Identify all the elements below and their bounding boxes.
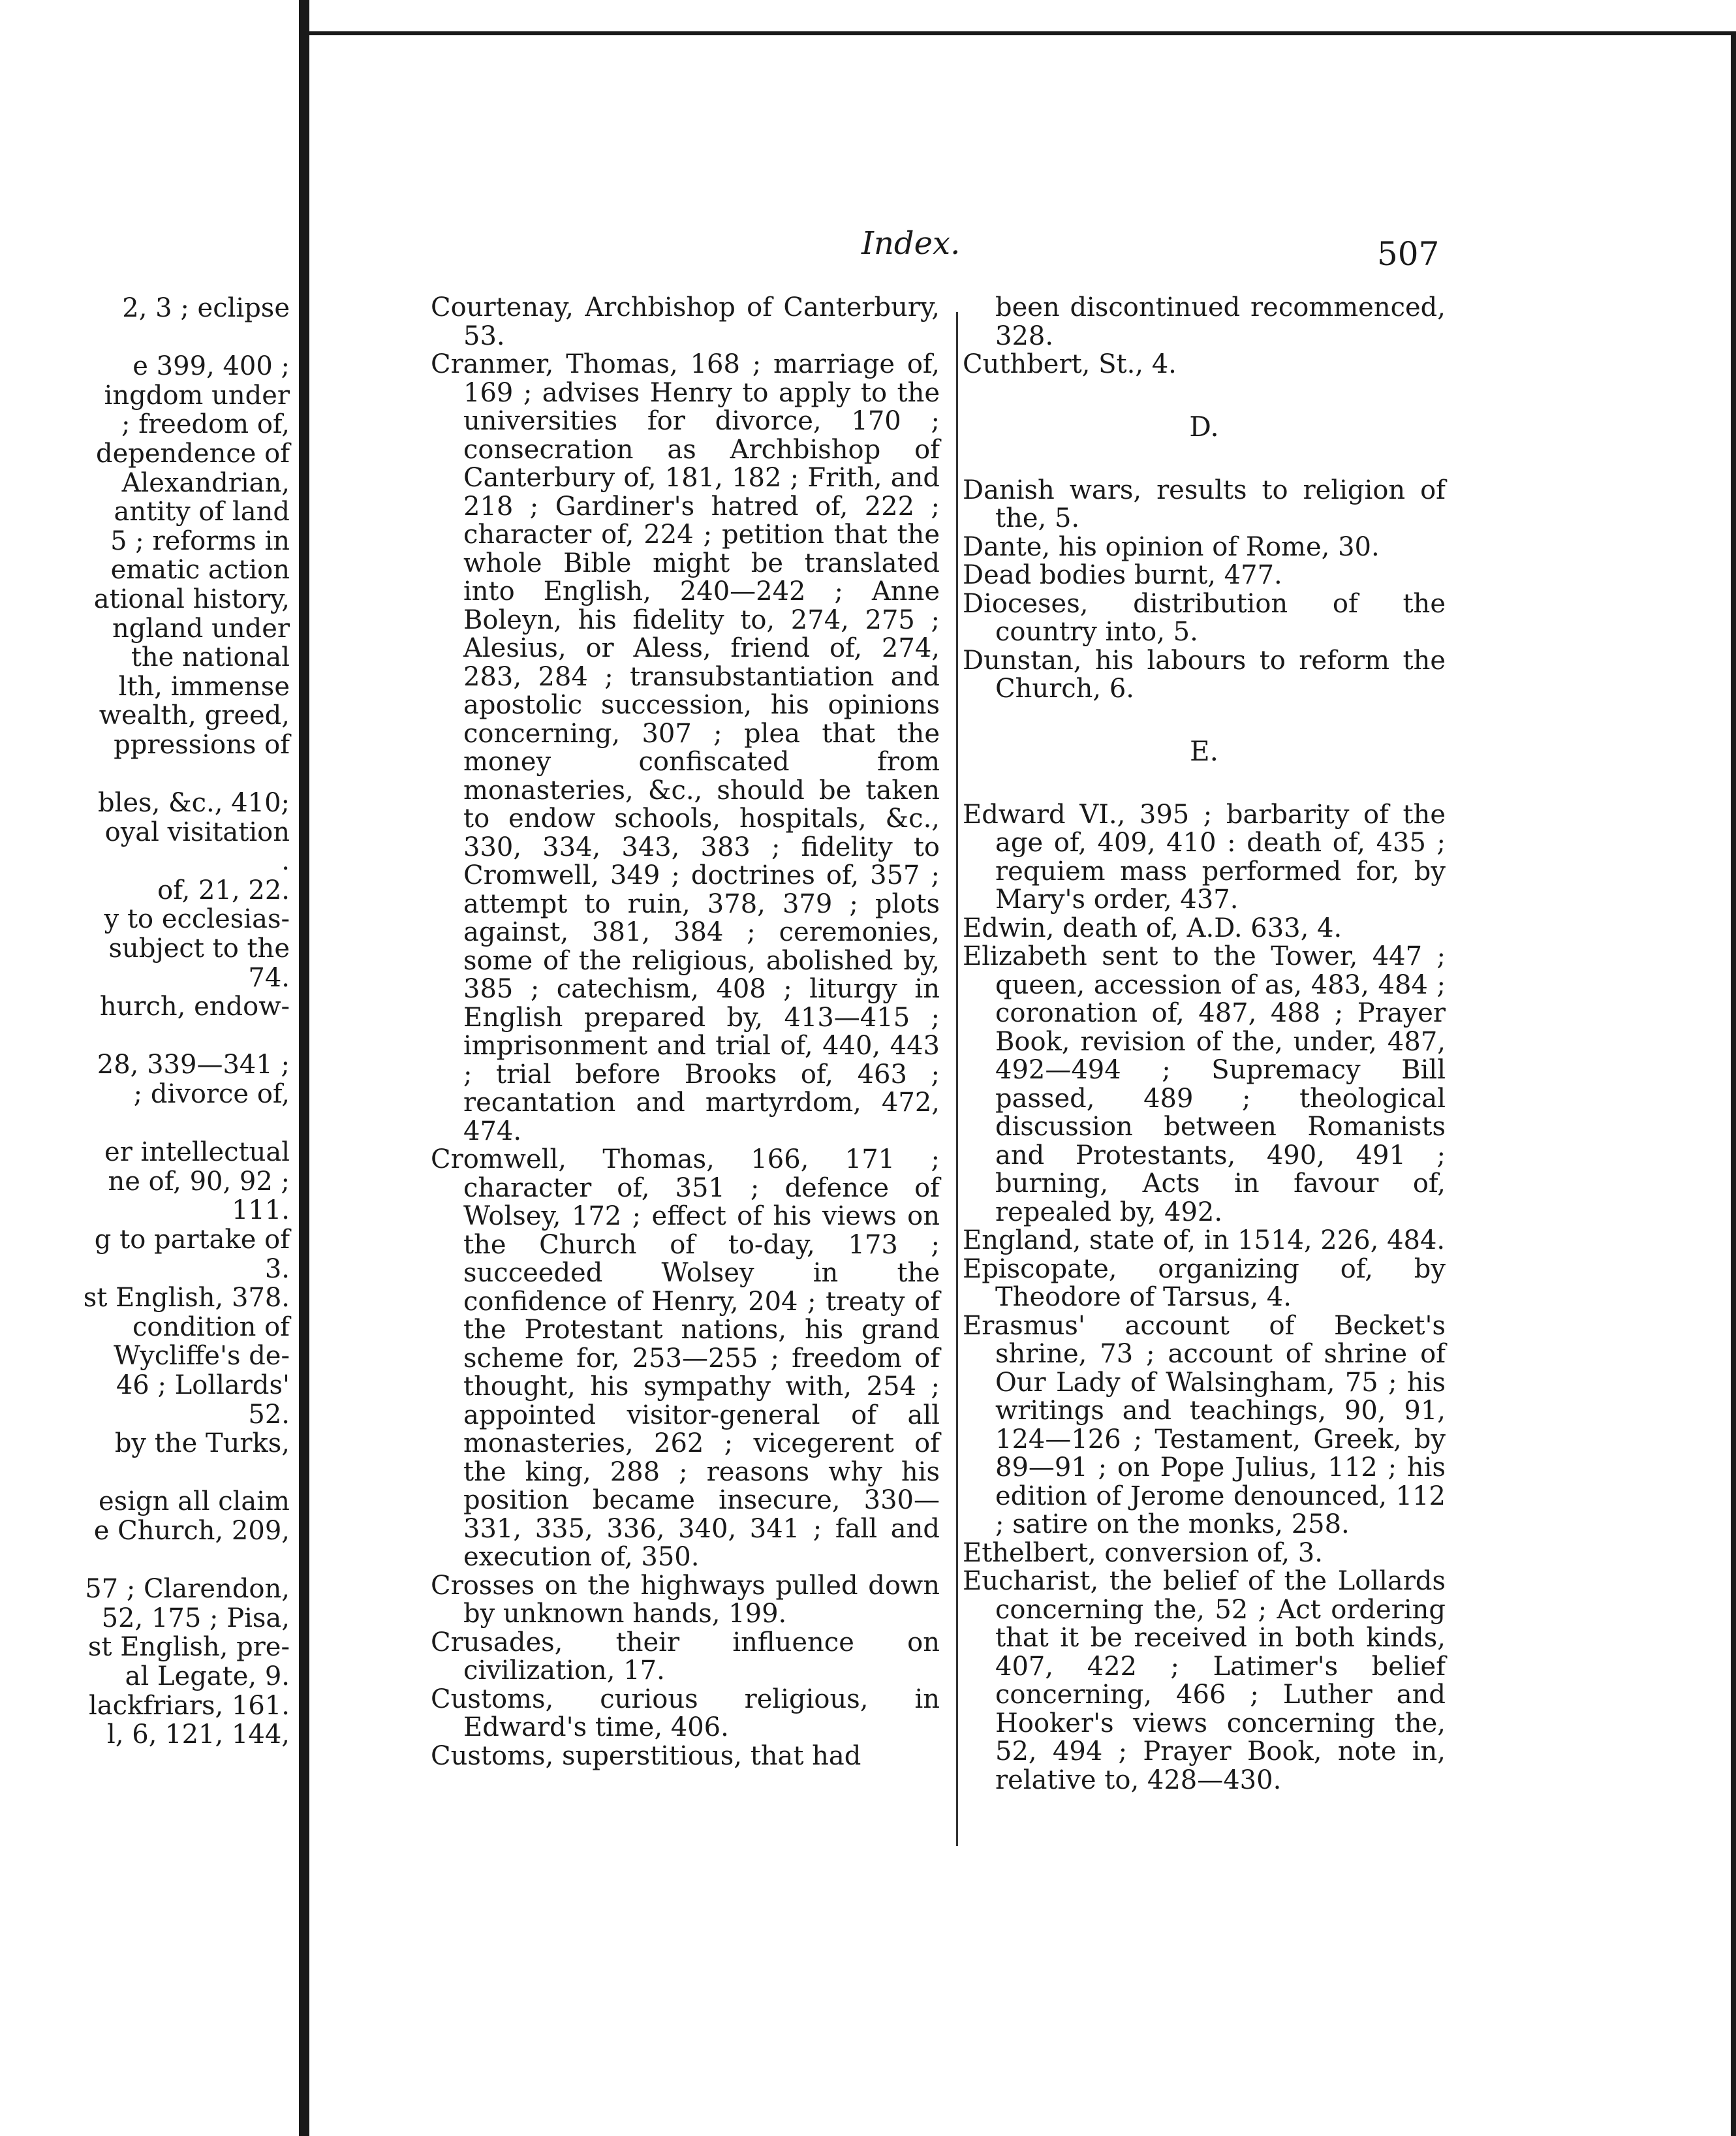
left-line: ne of, 90, 92 ; (108, 1166, 290, 1197)
index-entry: Cranmer, Thomas, 168 ; marriage of, 169 ; advises Henry to apply to the universities for divorce, 170 ; consecration as Archbishop of Canterbury of, 181, 182 ; Frith, and 218 ; Gardiner's hatred of, 222 ; character of, 224 ; petition that the whole Bible might be translated into English, 240—242 ; Anne Boleyn, his fidelity to, 274, 275 ; Alesius, or Aless, friend of, 274, 283, 284 ; transubstantiation and apostolic succession, his opinions concerning, 307 ; plea that the money confiscated from monasteries, &c., should be taken to endow schools, hospitals, &c., 330, 334, 343, 383 ; fidelity to Cromwell, 349 ; doctrines of, 357 ; attempt to ruin, 378, 379 ; plots against, 381, 384 ; ceremonies, some of the religious, abolished by, 385 ; catechism, 408 ; liturgy in English prepared by, 413—415 ; imprisonment and trial of, 440, 443 ; trial before Brooks of, 463 ; recantation and martyrdom, 472, 474. (431, 349, 940, 1146)
left-line: e Church, 209, (93, 1515, 290, 1546)
left-line: er intellectual (104, 1137, 290, 1168)
left-line: esign all claim (99, 1486, 290, 1517)
index-entry: Cuthbert, St., 4. (963, 349, 1177, 379)
left-line: 5 ; reforms in (110, 526, 290, 556)
left-line: st English, pre- (87, 1632, 290, 1663)
left-page-lines (0, 294, 290, 1750)
left-line: st English, 378. (83, 1283, 290, 1313)
index-entry: Eucharist, the belief of the Lollards concerning the, 52 ; Act ordering that it be received in both kinds, 407, 422 ; Latimer's belief concerning, 466 ; Luther and Hooker's views concerning the, 52, 494 ; Prayer Book, note in, relative to, 428—430. (963, 1566, 1446, 1795)
left-line: Alexandrian, (121, 467, 290, 498)
index-entry: Edward VI., 395 ; barbarity of the age of, 409, 410 : death of, 435 ; requiem mass performed for, by Mary's order, 437. (963, 799, 1446, 915)
left-line: 2, 3 ; eclipse (122, 293, 290, 323)
index-entry: Ethelbert, conversion of, 3. (963, 1537, 1323, 1568)
index-entry: Dioceses, distribution of the country into, 5. (963, 588, 1446, 647)
left-line: 74. (248, 962, 290, 993)
left-line: l, 6, 121, 144, (107, 1720, 290, 1750)
left-line: ational history, (93, 584, 290, 614)
left-line: ; divorce of, (133, 1079, 290, 1110)
left-line: al Legate, 9. (125, 1661, 290, 1691)
left-line: by the Turks, (114, 1428, 290, 1459)
left-line (0, 1458, 290, 1488)
left-line: e 399, 400 ; (132, 351, 290, 382)
left-line: ingdom under (104, 380, 290, 411)
left-line (0, 1022, 290, 1051)
index-entry: Dead bodies burnt, 477. (963, 560, 1282, 590)
left-line: of, 21, 22. (157, 875, 290, 905)
left-line (0, 1546, 290, 1575)
left-line: lackfriars, 161. (89, 1690, 290, 1721)
page-top-edge (309, 31, 1736, 35)
left-line: y to ecclesias- (104, 904, 290, 935)
left-line: lth, immense (118, 671, 290, 702)
left-line: Wycliffe's de- (114, 1341, 290, 1372)
left-line: 111. (231, 1195, 290, 1226)
left-line (0, 1109, 290, 1139)
left-line: 52. (248, 1399, 290, 1430)
left-line: 28, 339—341 ; (97, 1050, 290, 1080)
index-entry: Elizabeth sent to the Tower, 447 ; queen, accession of as, 483, 484 ; coronation of, 487, 488 ; Prayer Book, revision of the, under, 487, 492—494 ; Supremacy Bill passed, 489 ; theological discussion between Romanists and Protestants, 490, 491 ; burning, Acts in favour of, repealed by, 492. (963, 941, 1446, 1227)
left-line: 52, 175 ; Pisa, (101, 1603, 290, 1633)
index-entry: Dunstan, his labours to reform the Church, 6. (963, 645, 1446, 704)
page-right-edge (1731, 31, 1736, 2136)
index-entry: Edwin, death of, A.D. 633, 4. (963, 913, 1342, 943)
index-entry: Erasmus' account of Becket's shrine, 73 ; account of shrine of Our Lady of Walsingham, 75 ; his writings and teachings, 90, 91, 124—126 ; Testament, Greek, by 89—91 ; on Pope Julius, 112 ; his edition of Jerome denounced, 112 ; satire on the monks, 258. (963, 1310, 1446, 1539)
index-entry-continuation: been discontinued recommenced, 328. (995, 292, 1446, 351)
section-letter-d: D. (1189, 410, 1219, 443)
left-line: the national (131, 642, 290, 673)
left-line: antity of land (114, 497, 290, 527)
index-entry: Customs, superstitious, that had (431, 1740, 861, 1771)
index-entry: England, state of, in 1514, 226, 484. (963, 1225, 1446, 1255)
book-gutter (299, 0, 309, 2136)
index-entry: Customs, curious religious, in Edward's time, 406. (431, 1684, 940, 1742)
index-entry: Crosses on the highways pulled down by unknown hands, 199. (431, 1570, 940, 1629)
left-line: . (281, 846, 290, 877)
left-line: ; freedom of, (121, 409, 290, 440)
left-page-fragment (0, 0, 300, 2136)
left-line: oyal visitation (104, 817, 290, 847)
index-entry: Crusades, their influence on civilization, 17. (431, 1627, 940, 1686)
left-line (0, 323, 290, 353)
running-head: Index. (861, 225, 961, 262)
left-line: ngland under (112, 613, 290, 644)
index-entry: Danish wars, results to religion of the, 5. (963, 475, 1446, 533)
left-line: bles, &c., 410; (97, 788, 290, 819)
index-entry: Episcopate, organizing of, by Theodore of Tarsus, 4. (963, 1253, 1446, 1312)
index-column-left (431, 294, 940, 1770)
left-line: ematic action (110, 555, 290, 586)
section-letter-e: E. (1189, 734, 1218, 767)
index-column-right (963, 294, 1446, 1795)
left-line: wealth, greed, (99, 700, 290, 731)
index-entry: Cromwell, Thomas, 166, 171 ; character of, 351 ; defence of Wolsey, 172 ; effect of his views on the Church of to-day, 173 ; succeeded Wolsey in the confidence of Henry, 204 ; treaty of the Protestant nations, his grand scheme for, 253—255 ; freedom of thought, his sympathy with, 254 ; appointed visitor-general of all monasteries, 262 ; vicegerent of the king, 288 ; reasons why his position became insecure, 330—331, 335, 336, 340, 341 ; fall and execution of, 350. (431, 1144, 940, 1572)
left-line: subject to the (108, 934, 290, 964)
index-entry: Courtenay, Archbishop of Canterbury, 53. (431, 292, 940, 351)
left-line: 3. (264, 1253, 290, 1284)
left-line: dependence of (95, 438, 290, 469)
left-line: condition of (132, 1311, 290, 1342)
column-rule (956, 312, 958, 1846)
left-line: 46 ; Lollards' (116, 1370, 290, 1400)
left-line: 57 ; Clarendon, (85, 1574, 290, 1605)
page-number: 507 (1377, 235, 1440, 273)
left-line: hurch, endow- (99, 992, 290, 1022)
left-line: ppressions of (114, 729, 290, 760)
left-line: g to partake of (94, 1225, 290, 1255)
left-line (0, 760, 290, 789)
index-entry: Dante, his opinion of Rome, 30. (963, 531, 1380, 562)
